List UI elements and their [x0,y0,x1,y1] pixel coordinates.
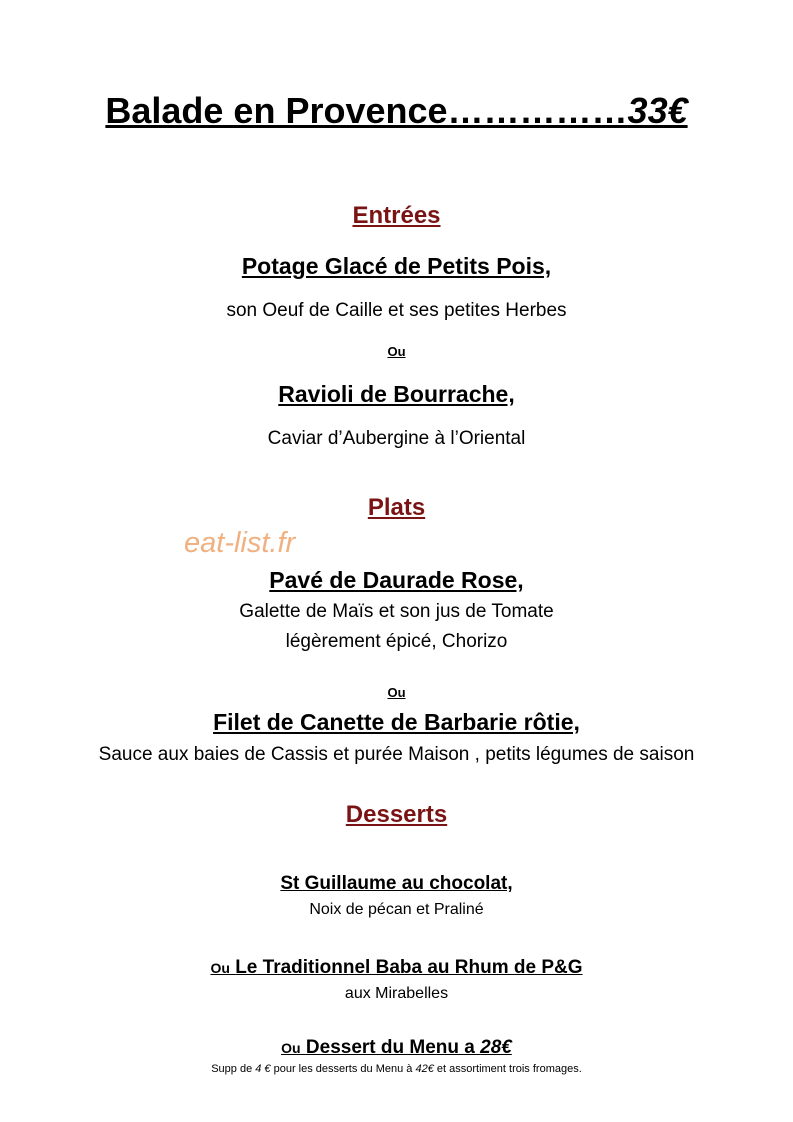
dessert-3-line [281,1037,512,1058]
entrees-heading: Entrées [352,202,441,229]
entrees-or-label: Ou [387,344,406,359]
dessert-2-name-text: Le Traditionnel Baba au Rhum de P&G [235,957,583,978]
dessert-1-name-text: St Guillaume au chocolat, [280,873,513,894]
plat-1-name: Pavé de Daurade Rose, [269,567,524,593]
entree-2-name: Ravioli de Bourrache, [278,381,515,407]
dessert-2-or-label: Ou [210,960,230,976]
dessert-2-name [0,957,793,979]
dessert-3-name [0,1037,793,1059]
dessert-2-line [210,957,582,978]
entree-1-description: son Oeuf de Caille et ses petites Herbes [226,300,567,321]
dessert-1-name [0,873,793,895]
plat-1-description-line-1: Galette de Maïs et son jus de Tomate [239,601,554,622]
plat-2-name: Filet de Canette de Barbarie rôtie, [213,709,580,735]
plat-2-description: Sauce aux baies de Cassis et purée Maison , petits légumes de saison [98,744,695,765]
dessert-3-or-label: Ou [281,1040,301,1056]
note-suffix: et assortiment trois fromages. [433,1063,582,1075]
entree-2-description: Caviar d’Aubergine à l’Oriental [267,428,526,449]
note-prefix: Supp de [211,1063,256,1075]
plats-heading: Plats [367,494,426,521]
menu-price: 33€ [627,90,688,131]
watermark-text: eat-list.fr [184,527,296,559]
plat-1-description-line-2: légèrement épicé, Chorizo [285,631,508,652]
dessert-3-name-text: Dessert du Menu a [305,1037,481,1058]
menu-title [0,90,793,132]
dessert-1-description: Noix de pécan et Praliné [309,901,484,918]
desserts-heading: Desserts [345,801,448,828]
note-middle: pour les desserts du Menu à [270,1063,416,1075]
dessert-2-description: aux Mirabelles [344,985,449,1002]
menu-title-text: Balade en Provence…………… [105,90,628,131]
plats-or-label: Ou [387,685,406,700]
note-supplement-amount: 4 € [255,1063,271,1075]
entree-1-name: Potage Glacé de Petits Pois, [241,253,552,279]
supplement-note [0,1063,793,1075]
note-menu-price: 42€ [415,1063,434,1075]
dessert-3-price: 28€ [480,1037,512,1058]
